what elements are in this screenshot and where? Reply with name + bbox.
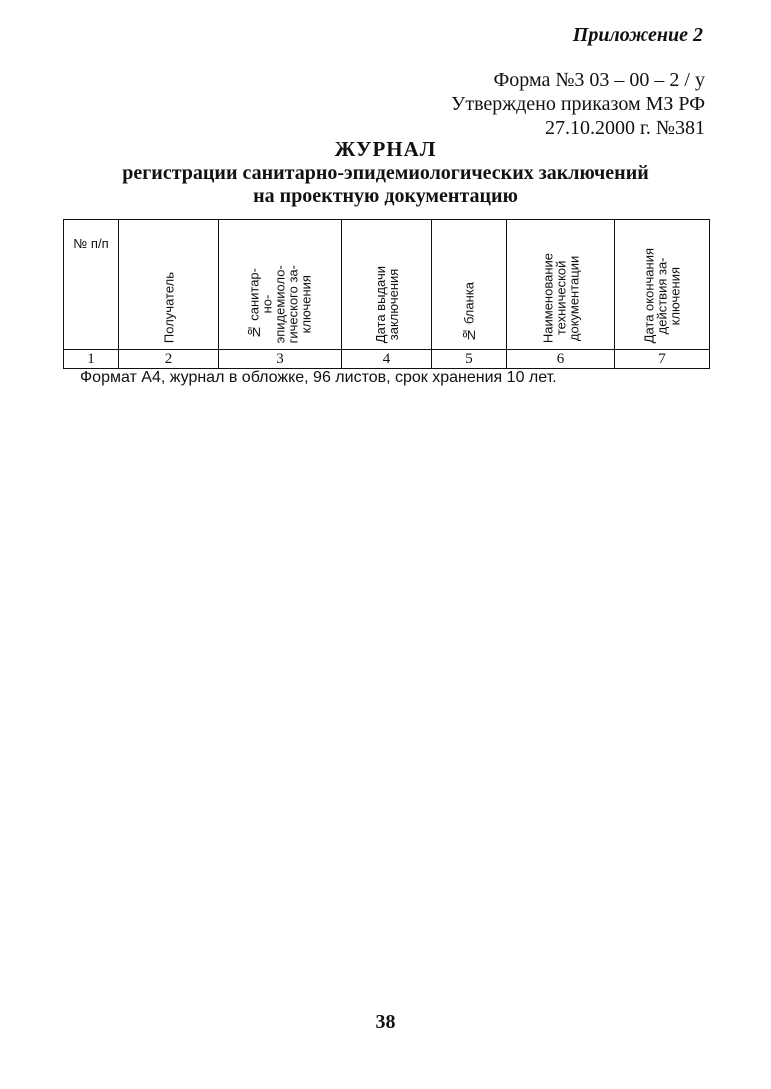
approval-date: 27.10.2000 г. №381 <box>544 117 705 139</box>
column-number: 1 <box>64 350 119 369</box>
form-info <box>451 68 705 140</box>
header-cell-form-number <box>432 220 507 350</box>
journal-table <box>63 219 710 369</box>
form-number: Форма №3 03 – 00 – 2 / у <box>493 69 705 91</box>
header-cell-conclusion-number <box>219 220 342 350</box>
title-line-1: регистрации санитарно-эпидемиологических заключений <box>122 162 649 184</box>
title-line-2: на проектную документацию <box>253 185 518 207</box>
format-footnote: Формат А4, журнал в обложке, 96 листов, срок хранения 10 лет. <box>80 369 557 386</box>
column-number-row <box>64 350 710 369</box>
column-number: 4 <box>342 350 432 369</box>
appendix-label: Приложение 2 <box>572 24 703 46</box>
table-header-row <box>64 220 710 350</box>
header-cell-expiry-date <box>615 220 710 350</box>
title-main: ЖУРНАЛ <box>334 137 437 161</box>
header-cell-recipient <box>119 220 219 350</box>
header-cell-row-number: № п/п <box>64 220 119 350</box>
column-number: 3 <box>219 350 342 369</box>
header-label-expiry-date: Дата окончания действия за- ключения <box>641 247 683 343</box>
approved-by: Утверждено приказом МЗ РФ <box>451 93 705 115</box>
column-number: 7 <box>615 350 710 369</box>
header-cell-documentation-name <box>507 220 615 350</box>
document-title <box>0 136 771 208</box>
header-label-recipient: Получатель <box>161 271 176 343</box>
header-label-conclusion-number: № санитар- но- эпидемиоло- гического за- ключения <box>246 264 314 343</box>
header-label-form-number: № бланка <box>461 282 477 343</box>
column-number: 5 <box>432 350 507 369</box>
header-cell-issue-date <box>342 220 432 350</box>
header-label-documentation-name: Наименование технической документации <box>540 252 581 343</box>
column-number: 2 <box>119 350 219 369</box>
header-label-issue-date: Дата выдачи заключения <box>372 265 401 343</box>
column-number: 6 <box>507 350 615 369</box>
page-number: 38 <box>375 1011 396 1033</box>
